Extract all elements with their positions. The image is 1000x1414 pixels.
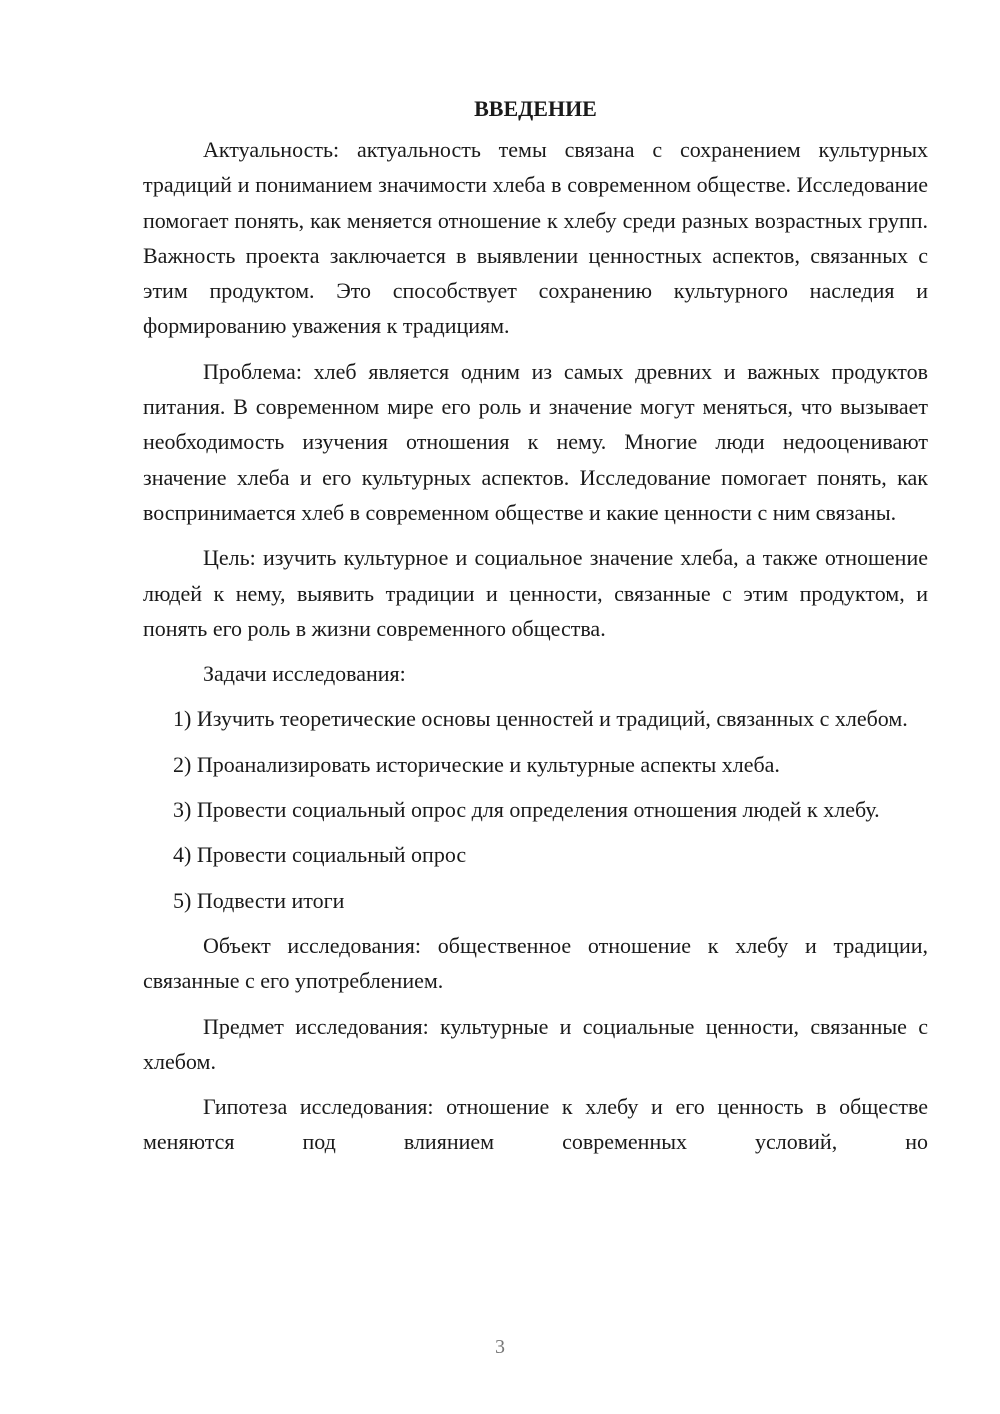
problem-paragraph: Проблема: хлеб является одним из самых древних и важных продуктов питания. В современном мире его роль и значение могут меняться, что вызывает необходимость изучения отношения к нему. Многие люди недооценивают значение хлеба и его культурных аспектов. Исследование помогает понять, как воспринимается хлеб в современном обществе и какие ценности с ним связаны.: [143, 358, 928, 525]
task-item-4: 4) Провести социальный опрос: [173, 842, 467, 868]
task-item-1: 1) Изучить теоретические основы ценностей и традиций, связанных с хлебом.: [173, 706, 908, 732]
subject-paragraph: Предмет исследования: культурные и социальные ценности, связанные с хлебом.: [143, 1013, 928, 1074]
task-item-2: 2) Проанализировать исторические и культурные аспекты хлеба.: [173, 751, 780, 777]
task-item-5: 5) Подвести итоги: [173, 887, 345, 913]
tasks-title: Задачи исследования:: [203, 661, 406, 687]
hypothesis-paragraph: Гипотеза исследования: отношение к хлебу и его ценность в обществе меняются под влиянием современных условий, но: [143, 1094, 928, 1155]
task-item-3: 3) Провести социальный опрос для определения отношения людей к хлебу.: [173, 797, 880, 823]
object-paragraph: Объект исследования: общественное отношение к хлебу и традиции, связанные с его употреблением.: [143, 932, 928, 994]
section-heading: ВВЕДЕНИЕ: [474, 96, 597, 121]
relevance-paragraph: Актуальность: актуальность темы связана с сохранением культурных традиций и пониманием значимости хлеба в современном обществе. Исследование помогает понять, как меняется отношение к хлебу среди разных возрастных групп. Важность проекта заключается в выявлении ценностных аспектов, связанных с этим продуктом. Это способствует сохранению культурного наследия и формированию уважения к традициям.: [143, 137, 928, 339]
goal-paragraph: Цель: изучить культурное и социальное значение хлеба, а также отношение людей к нему, выявить традиции и ценности, связанные с этим продуктом, и понять его роль в жизни современного общества.: [143, 545, 928, 641]
document-page: [143, 92, 928, 1160]
page-number: 3: [495, 1336, 505, 1358]
